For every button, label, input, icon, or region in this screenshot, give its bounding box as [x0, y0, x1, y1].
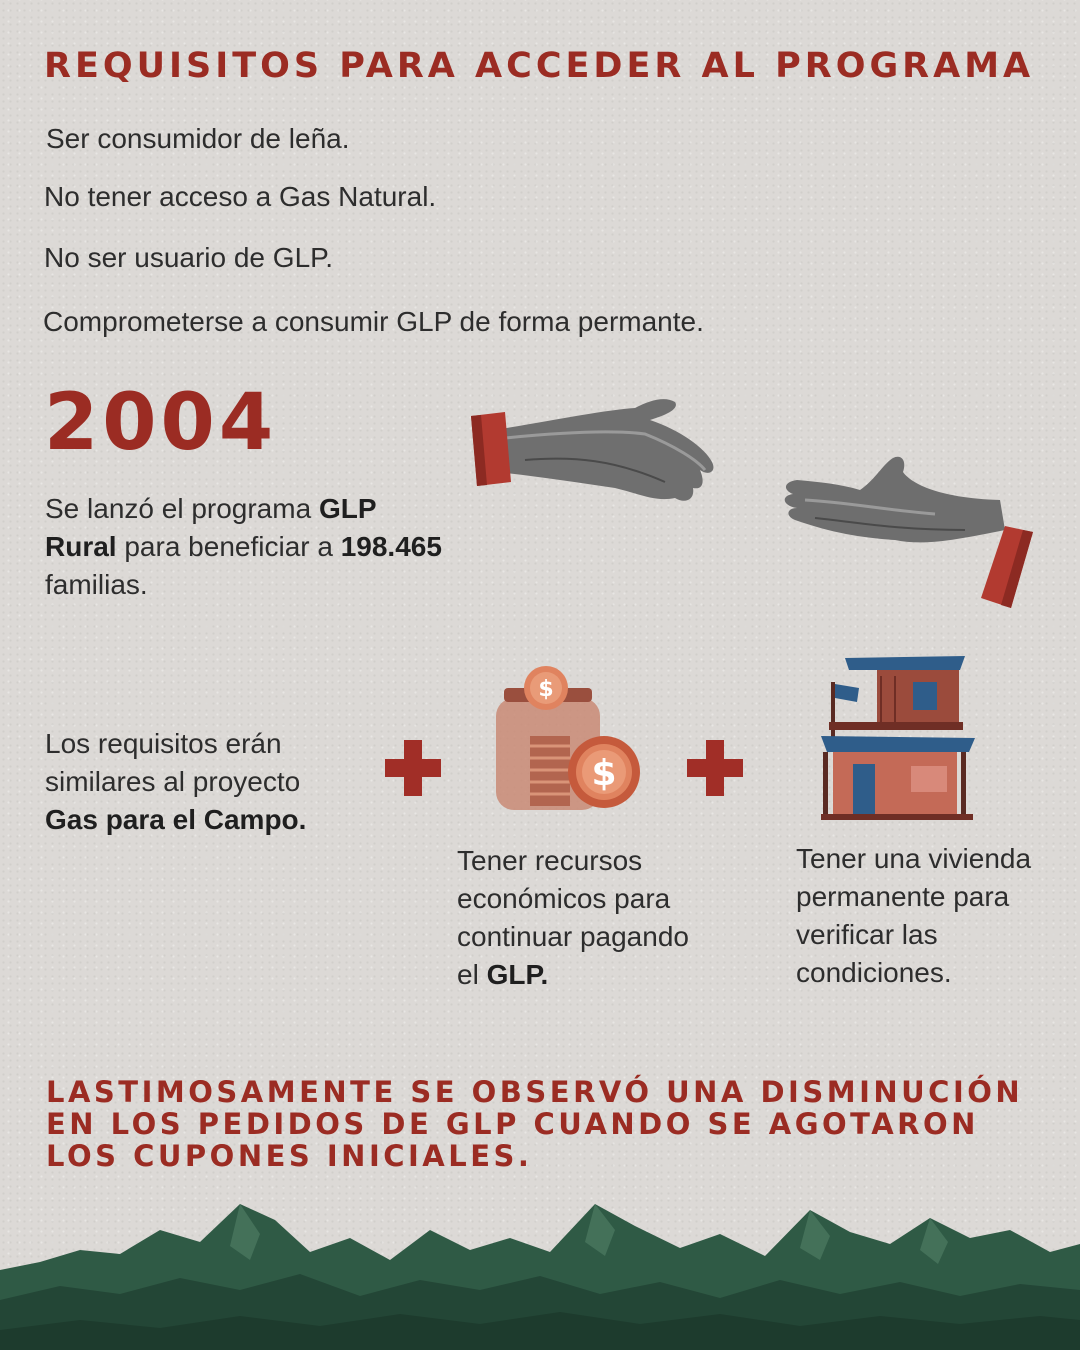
house-icon [815, 652, 980, 822]
plus-icon [687, 740, 743, 796]
requirement-item: No ser usuario de GLP. [44, 242, 333, 273]
house-requirement: Tener una vivienda permanente para verificar las condiciones. [796, 843, 1032, 988]
svg-text:$: $ [591, 753, 617, 794]
money-requirement: Tener recursos económicos para continuar pagando el GLP. [457, 845, 689, 990]
mountains-illustration [0, 1190, 1080, 1350]
year-heading: 2004 [44, 378, 278, 468]
similar-paragraph: Los requisitos erán similares al proyecto Gas para el Campo. [45, 728, 307, 835]
coin-jar-icon [490, 662, 650, 812]
svg-text:$: $ [538, 677, 554, 702]
page-title: REQUISITOS PARA ACCEDER AL PROGRAMA [44, 46, 1035, 86]
requirement-item: Comprometerse a consumir GLP de forma permante. [43, 306, 704, 337]
reaching-hands-icon [465, 390, 1045, 620]
conclusion-text: LASTIMOSAMENTE SE OBSERVÓ UNA DISMINUCIÓN EN LOS PEDIDOS DE GLP CUANDO SE AGOTARON LOS CUPONES INICIALES. [46, 1075, 1024, 1173]
launch-paragraph: Se lanzó el programa GLP Rural para beneficiar a 198.465 familias. [45, 493, 442, 600]
requirement-item: No tener acceso a Gas Natural. [44, 181, 437, 212]
requirement-item: Ser consumidor de leña. [46, 123, 350, 154]
plus-icon [385, 740, 441, 796]
